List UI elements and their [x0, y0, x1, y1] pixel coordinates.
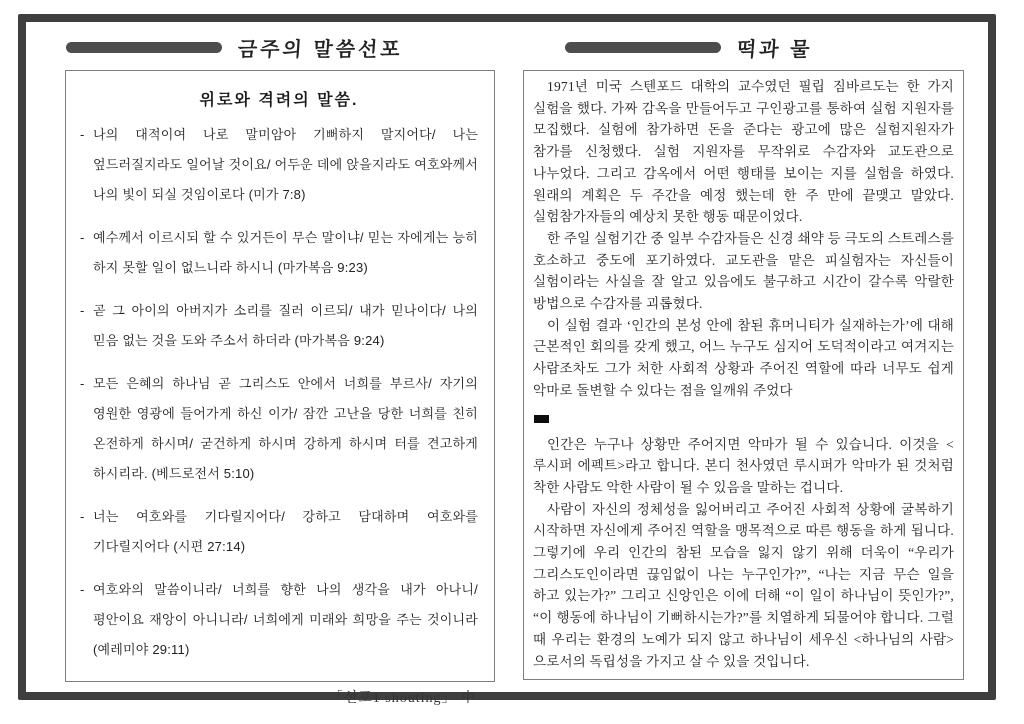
verse-bullet: -	[80, 376, 85, 391]
verse-text-mark-9-24: 곧 그 아이의 아버지가 소리를 질러 이르되/ 내가 믿나이다/ 나의 믿음 없는 것을 도와 주소서 하더라 (마가복음 9:24)	[93, 303, 478, 348]
comfort-verses-box	[65, 70, 495, 706]
left-column-header	[30, 31, 510, 63]
verse-bullet: -	[80, 303, 85, 318]
verse-text-psalm-27-14: 너는 여호와를 기다릴지어다/ 강하고 담대하며 여호와를 기다릴지어다 (시편 27:14)	[93, 509, 478, 554]
verse-item	[80, 296, 478, 356]
essay-paragraph-experiment-result: 한 주일 실험기간 중 일부 수감자들은 신경 쇄약 등 극도의 스트레스를 호소하고 중도에 포기하였다. 교도관을 맡은 피실험자는 자신들이 실험이라는 사실을 잘 알고 있음에도 불구하고 시간이 갈수록 악랄한 방법으로 수감자를 괴롭혔다.	[533, 230, 954, 312]
verse-text-jeremiah-29-11: 여호와의 말씀이니라/ 너희를 향한 나의 생각을 내가 아나니/ 평안이요 재앙이 아니니라/ 너희에게 미래와 희망을 주는 것이니라 (예레미야 29:11)	[93, 582, 478, 657]
verse-item	[80, 575, 478, 665]
verse-bullet: -	[80, 230, 85, 245]
right-column	[515, 22, 995, 680]
section-divider-dash	[534, 415, 549, 423]
verse-bullet: -	[80, 582, 85, 597]
verse-item	[80, 502, 478, 562]
essay-paragraph-application: 사람이 자신의 정체성을 잃어버리고 주어진 사회적 상황에 굴복하기 시작하면 자신에게 주어진 역할을 맹목적으로 따른 행동을 하게 됩니다. 그렇기에 우리 인간의 참된 모습을 잃지 않기 위해 더욱이 “우리가 그리스도인이라면 끊임없이 나는 누구인가?”, “나는 지금 무슨 일을 하고 있는가?” 그리고 신앙인은 이에 더해 “이 일이 하나님이 뜻인가?”, “이 행동에 하나님이 기뻐하시는가?”를 치열하게 되물어야 합니다. 그럴 때 우리는 환경의 노예가 되지 않고 하나님이 세우신 <하나님의 사람>으로서의 독립성을 가지고 살 수 있을 것입니다.	[533, 501, 954, 669]
header-bar-decoration	[66, 42, 222, 53]
verse-box-title: 위로와 격려의 말씀.	[199, 92, 359, 109]
verse-text-mark-9-23: 예수께서 이르시되 할 수 있거든이 무슨 말이냐/ 믿는 자에게는 능히 하지 못할 일이 없느니라 하시니 (마가복음 9:23)	[93, 230, 478, 275]
source-citation: 「선포1 shouting」 中	[328, 691, 476, 706]
right-column-header	[515, 31, 995, 63]
verse-bullet: -	[80, 509, 85, 524]
right-header-title: 떡과 물	[736, 38, 814, 61]
essay-paragraph-conclusion: 이 실험 결과 ‘인간의 본성 안에 참된 휴머니티가 실재하는가’에 대해 근본적인 회의를 갖게 했고, 어느 누구도 심지어 도덕적이라고 여겨지는 사람조차도 그가 처한 사회적 상황과 주어진 역할에 따라 너무도 쉽게 악마로 돌변할 수 있다는 점을 일깨워 주었다	[533, 317, 954, 398]
verse-text-micah-7-8: 나의 대적이여 나로 말미암아 기뻐하지 말지어다/ 나는 엎드러질지라도 일어날 것이요/ 어두운 데에 앉을지라도 여호와께서 나의 빛이 되실 것임이로다 (미가 7:8)	[93, 127, 478, 202]
verse-text-1peter-5-10: 모든 은혜의 하나님 곧 그리스도 안에서 너희를 부르사/ 자기의 영원한 영광에 들어가게 하신 이가/ 잠깐 고난을 당한 너희를 친히 온전하게 하시며/ 굳건하게 하시며 강하게 하시며 터를 견고하게 하시리라. (베드로전서 5:10)	[93, 376, 478, 481]
verse-item	[80, 120, 478, 210]
verse-bullet: -	[80, 127, 85, 142]
verse-item	[80, 223, 478, 283]
left-column	[30, 22, 510, 706]
left-header-title: 금주의 말씀선포	[237, 38, 404, 61]
essay-paragraph-experiment-intro: 1971년 미국 스텐포드 대학의 교수였던 필립 짐바르도는 한 가지 실험을 했다. 가짜 감옥을 만들어두고 구인광고를 통하여 실험 지원자를 모집했다. 실험에 참가하면 돈을 준다는 광고에 많은 실험지원자가 참가를 신청했다. 실험 지원자를 무작위로 수감자와 교도관으로 나누었다. 그리고 감옥에서 어떤 행태를 보이는 지를 실험을 하였다. 원래의 계획은 두 주간을 예정 했는데 한 주 만에 끝맺고 말았다. 실험참가자들의 예상치 못한 행동 때문이었다.	[533, 79, 954, 225]
essay-paragraph-lucifer-effect: 인간은 누구나 상황만 주어지면 악마가 될 수 있습니다. 이것을 <루시퍼 에펙트>라고 합니다. 본디 천사였던 루시퍼가 악마가 된 것처럼 착한 사람도 악한 사람이 될 수 있음을 말하는 겁니다.	[533, 436, 954, 495]
header-bar-decoration	[565, 42, 721, 53]
verse-item	[80, 369, 478, 489]
essay-text-box	[523, 70, 964, 680]
